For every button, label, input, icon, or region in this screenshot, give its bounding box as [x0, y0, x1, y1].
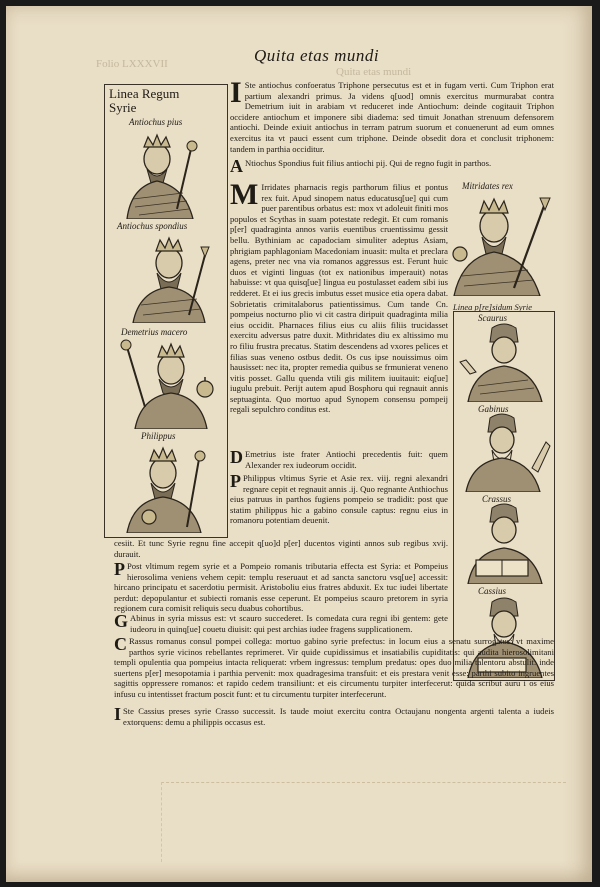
text-paragraph [114, 561, 448, 614]
scholar-woodcut-icon [456, 412, 552, 492]
paragraph-text: cesiit. Et tunc Syrie regnu fine accepit q[uo]d p[er] ducentos viginti annos sub regibus xvij. durauit. [114, 538, 448, 559]
figure-caption: Cassius [478, 586, 507, 596]
figure-caption: Philippus [141, 431, 176, 441]
king-woodcut-icon [115, 441, 221, 533]
page-guide-line [161, 782, 162, 862]
paragraph-text: Post vltimum regem syrie et a Pompeio romanis tributaria effecta est Syria: et Pompeius hierosolima veniens vehem cepit: templu reseruaut et ad sancta sanctoru vsq[ue] accessit: hircano principatu et sacerdotiu permisit. Aristoboliu eius fratres abduxit. Ex tuc iudei libertate perdut: depopulantur et subiecti romanis esse ceperunt. Et pompeius scauro pretorem in syria regionem cura comisit reliquis secu duabus cohortibus. [114, 561, 448, 614]
scholar-woodcut-icon [456, 502, 552, 584]
text-paragraph [114, 538, 448, 559]
paragraph-text: Abinus in syria missus est: vt scauro succederet. Is comedata cura regni ibi gentem: gete iudeoru in quinq[ue] couetu diuisit: qui pest archias iudee fragens supplicationem. [130, 613, 448, 634]
text-paragraph [230, 449, 448, 470]
initial-letter: D [230, 447, 243, 467]
left-lineage-box [104, 84, 228, 538]
king-woodcut-icon [444, 192, 556, 296]
text-paragraph [230, 178, 448, 415]
paragraph-text: Ste antiochus confoeratus Triphone persecutus est et in fugam verti. Cum Triphon erat partium alexandri primus. Ja videns q[uod] omnis exercitus murmurabat contra Demetrium iuit in arabiam vt reduceret inde Antiochum: deinde cogitauit Triphon occidere antiochum et imponere sibi diadema: sed timuit Jonathan strenuum defensorem antiochi. Deinde exiuit antiochus in terram patrum suorum et conuenerunt ad eum omnes exercitus ita vt pauci essent cum triphone. Deinde obsedit dora et conclusit triphonem: tandem in parthia occiditur. [230, 80, 554, 154]
initial-letter: I [230, 76, 242, 109]
figure-caption: Antiochus spondius [117, 221, 188, 231]
right-lineage-box [453, 311, 555, 681]
box-title-line1: Linea Regum [109, 86, 180, 101]
paragraph-text: Rassus romanus consul pompei collega: mortuo gabino syrie prefectus: in locum eius a senatu surrogatus: vt maxime parthos syrie vicinos rebellantes reprimeret. Vir quide cupidissimus et insatiabilis cupiditatis: qui audita hierosolimitani templi opulentia qua pompeius intacta reliquerat: vrbem ingressus: templum predatus: opes duo milia talentoru abstulit: inde suertens p[er] mesopotamia i parthia pervenit: mox quadragesima transfuit: et eis prestara venit esse: parthi subito ingruentes sagittis oppressere romanos: et rapido cedem transiliunt: et eis circumentu turpiter interfecerut: quida scribut auru i os eius infusu cu intentisset fractum poscit funt: et tu circumentu turpiter interfecerunt. [114, 636, 554, 699]
text-paragraph [230, 158, 554, 174]
book-page [6, 6, 592, 882]
paragraph-text: Ste Cassius preses syrie Crasso successit. Is taude moiut exercitu contra Octaujanu nongenta argenti talenta a iudeis extorquens: demu a philippis occasus est. [123, 706, 554, 727]
box-title: Linea p[re]sidum Syrie [453, 302, 533, 312]
initial-letter: M [230, 178, 259, 211]
king-woodcut-icon [115, 231, 221, 323]
paragraph-text: Emetrius iste frater Antiochi precedentis fuit: quem Alexander rex iudeorum occidit. [245, 449, 448, 470]
text-paragraph [230, 76, 554, 154]
paragraph-text: Philippus vltimus Syrie et Asie rex. viij. regni alexandri regnare cepit et regnauit annis .ij. Quo regnante Anthiochus eius patruus in parthos fugiens pompeio se tradidit: post que statim philippus hic a gabino consule captus: regnu eius in romanoru potentiam deuenit. [230, 473, 448, 526]
text-paragraph [230, 473, 448, 526]
text-paragraph [114, 613, 448, 634]
initial-letter: P [230, 471, 241, 491]
figure-caption: Crassus [482, 494, 512, 504]
initial-letter: P [114, 559, 125, 579]
running-head: Quita etas mundi [254, 46, 380, 65]
figure-caption: Antiochus pius [129, 117, 183, 127]
figure-caption: Demetrius macero [121, 327, 188, 337]
initial-letter: I [114, 704, 122, 724]
paragraph-text: Ntiochus Spondius fuit filius antiochi pij. Qui de regno fugit in parthos. [245, 158, 492, 168]
initial-letter: G [114, 611, 129, 631]
figure-caption: Mitridates rex [462, 181, 513, 191]
initial-letter: C [114, 634, 127, 654]
scholar-woodcut-icon [456, 322, 552, 402]
king-woodcut-icon [113, 129, 219, 219]
text-paragraph [114, 706, 554, 727]
text-paragraph [114, 636, 554, 700]
figure-caption: Scaurus [478, 313, 507, 323]
paragraph-text: Irridates pharnacis regis parthorum filius et pontus rex fuit. Apud sinopem natus educatusq[ue] qui cum puer parentibus orbatus est: mox vt adoleuit finiti mos populos et Scythas in suam potestate redegit. Et cum romanis p[er] quadraginta annos variis euentibus cruentissimu gessit bellu. Bythiniam ac capadociam simuliter adeptus Asiam, phrigiam paphlagoniam Macedoniam inuasit: multa et preclara agens, preter nec vna via romanos aggressus est. Ferunt huic duos et viginti linguas (tot ex nationibus imperauit) notas habuisse: vt qua quisq[ue] lingua eu postulasset eadem sibi ius redderet. Et ei ius grecis imbutus esset musice etia opera dabat. Sobrietatis crimitalaborus patientissimus. Cum tande Cn. pompeius nocturno plio vi cit castra diripuit quadraginta milia eius occidit. Pharnaces filius eius cu aliis filiis trucidasset exercitu adversus patre duxit. Mithridates diu ex altissimo mu ro filiu frustra precatus. Statim descendens ad vxores pelices et filias suas veneno ostbus dedit. Os cus ipse nouissimus oim hausisset: nec ita, propter remedia quibus se frmunierat veneno vitis posset. Gallu quenda vtili gis militem iuuitauit: eiq[ue] iugulu prebuit. Perijt autem apud Bosphoru qui regnauit annis septuaginta. Quo mortuo apud Synopem consensu pompeij regali sepulchro conditus est. [230, 182, 448, 415]
initial-letter: A [230, 156, 243, 176]
king-woodcut-icon [113, 337, 219, 429]
bleed-through-text: Folio LXXXVII [96, 58, 168, 70]
box-title-line2: Syrie [109, 100, 137, 115]
bleed-through-text: Quita etas mundi [336, 66, 412, 78]
figure-caption: Gabinus [478, 404, 509, 414]
page-guide-line [161, 782, 566, 783]
